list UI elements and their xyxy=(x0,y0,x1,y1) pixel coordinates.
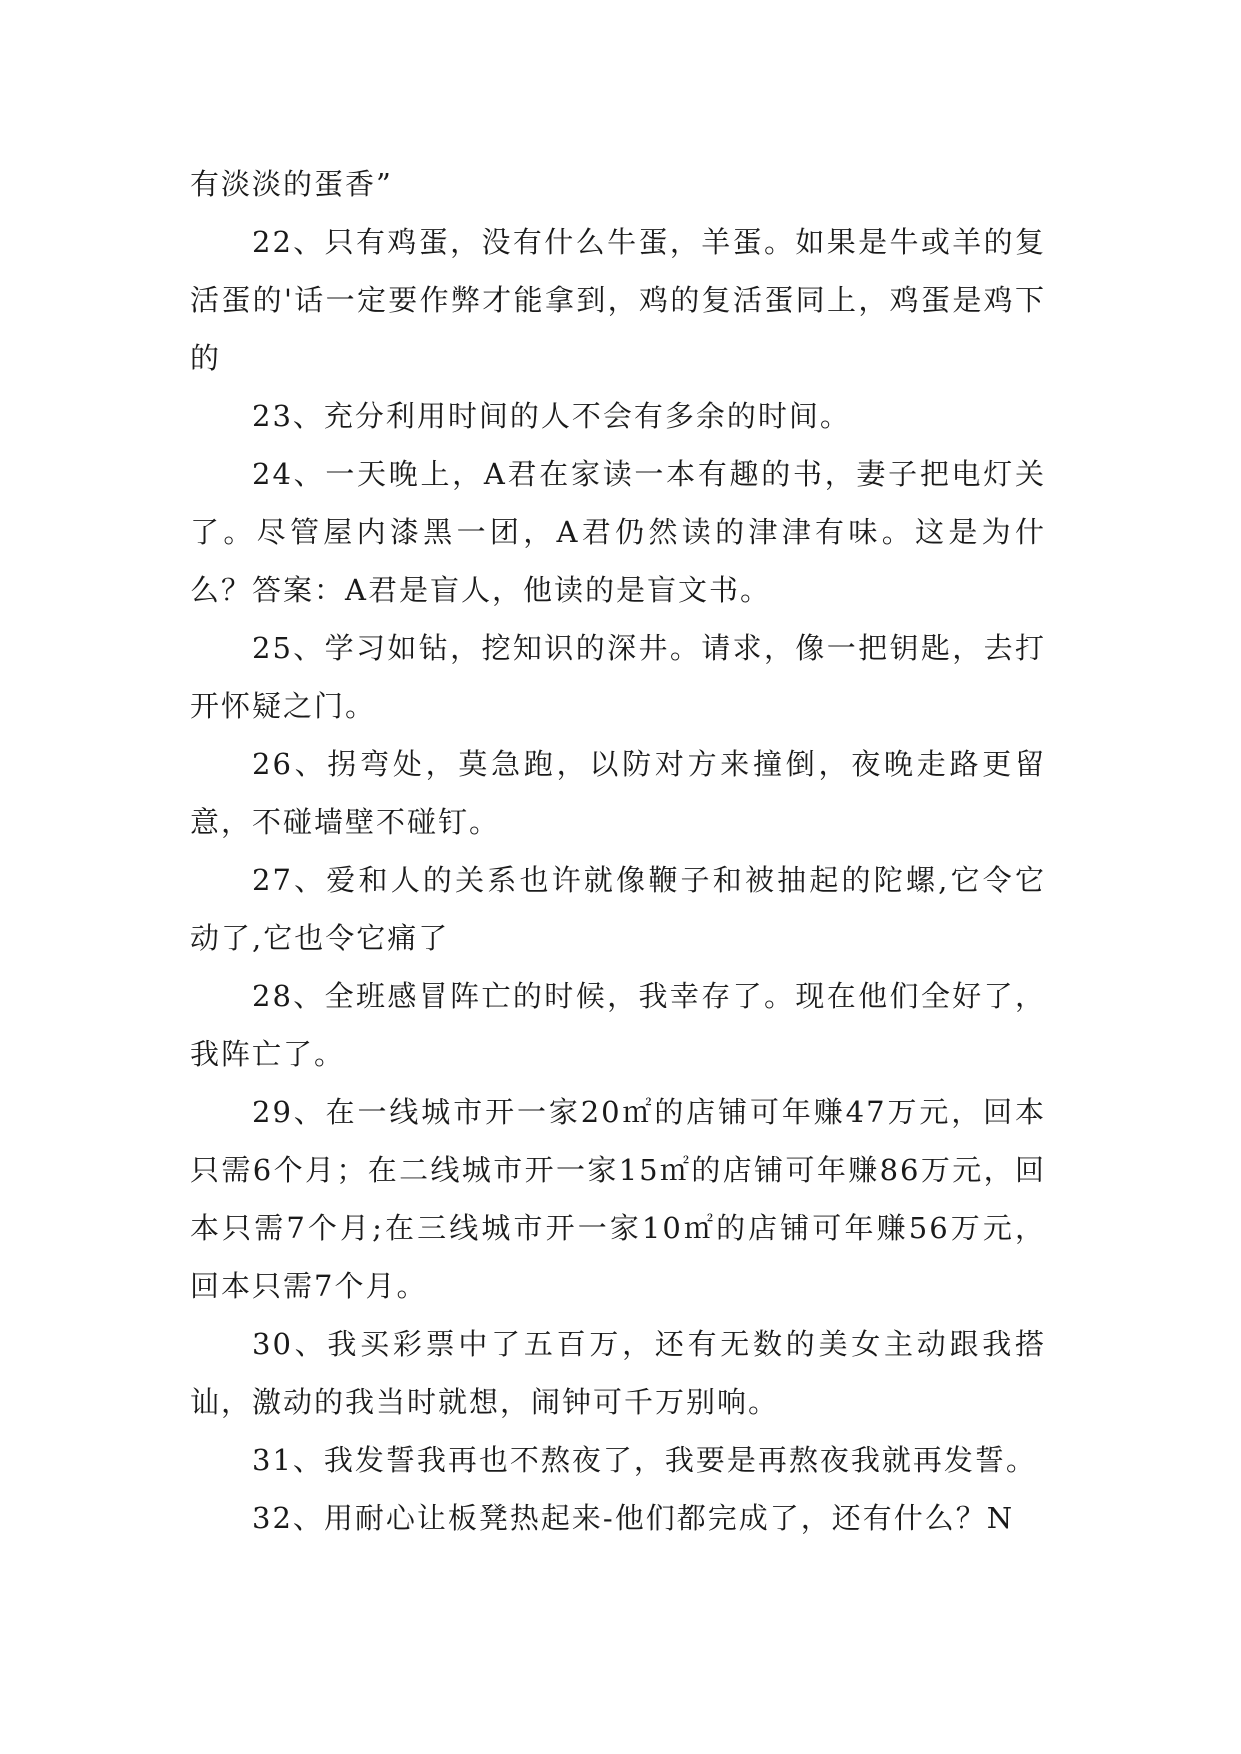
paragraph-23: 23、充分利用时间的人不会有多余的时间。 xyxy=(252,399,851,433)
paragraph-continuation: 有淡淡的蛋香” xyxy=(190,167,393,201)
paragraph-22: 22、只有鸡蛋，没有什么牛蛋，羊蛋。如果是牛或羊的复活蛋的'话一定要作弊才能拿到，鸡的复活蛋同上，鸡蛋是鸡下的 xyxy=(190,225,1046,375)
paragraph-32: 32、用耐心让板凳热起来-他们都完成了，还有什么？N xyxy=(252,1501,1015,1535)
paragraph-26: 26、拐弯处，莫急跑，以防对方来撞倒，夜晚走路更留意，不碰墙壁不碰钉。 xyxy=(190,747,1046,839)
paragraph-30: 30、我买彩票中了五百万，还有无数的美女主动跟我搭讪，激动的我当时就想，闹钟可千万别响。 xyxy=(190,1327,1046,1419)
paragraph-27: 27、爱和人的关系也许就像鞭子和被抽起的陀螺,它令它动了,它也令它痛了 xyxy=(190,863,1046,955)
paragraph-25: 25、学习如钻，挖知识的深井。请求，像一把钥匙，去打开怀疑之门。 xyxy=(190,631,1046,723)
document-body xyxy=(190,155,1046,1547)
paragraph-24: 24、一天晚上，A君在家读一本有趣的书，妻子把电灯关了。尽管屋内漆黑一团，A君仍然读的津津有味。这是为什么？答案：A君是盲人，他读的是盲文书。 xyxy=(190,457,1046,607)
paragraph-31: 31、我发誓我再也不熬夜了，我要是再熬夜我就再发誓。 xyxy=(252,1443,1037,1477)
paragraph-29: 29、在一线城市开一家20㎡的店铺可年赚47万元，回本只需6个月；在二线城市开一家15㎡的店铺可年赚86万元，回本只需7个月;在三线城市开一家10㎡的店铺可年赚56万元，回本只需7个月。 xyxy=(190,1095,1046,1303)
paragraph-28: 28、全班感冒阵亡的时候，我幸存了。现在他们全好了，我阵亡了。 xyxy=(190,979,1046,1071)
